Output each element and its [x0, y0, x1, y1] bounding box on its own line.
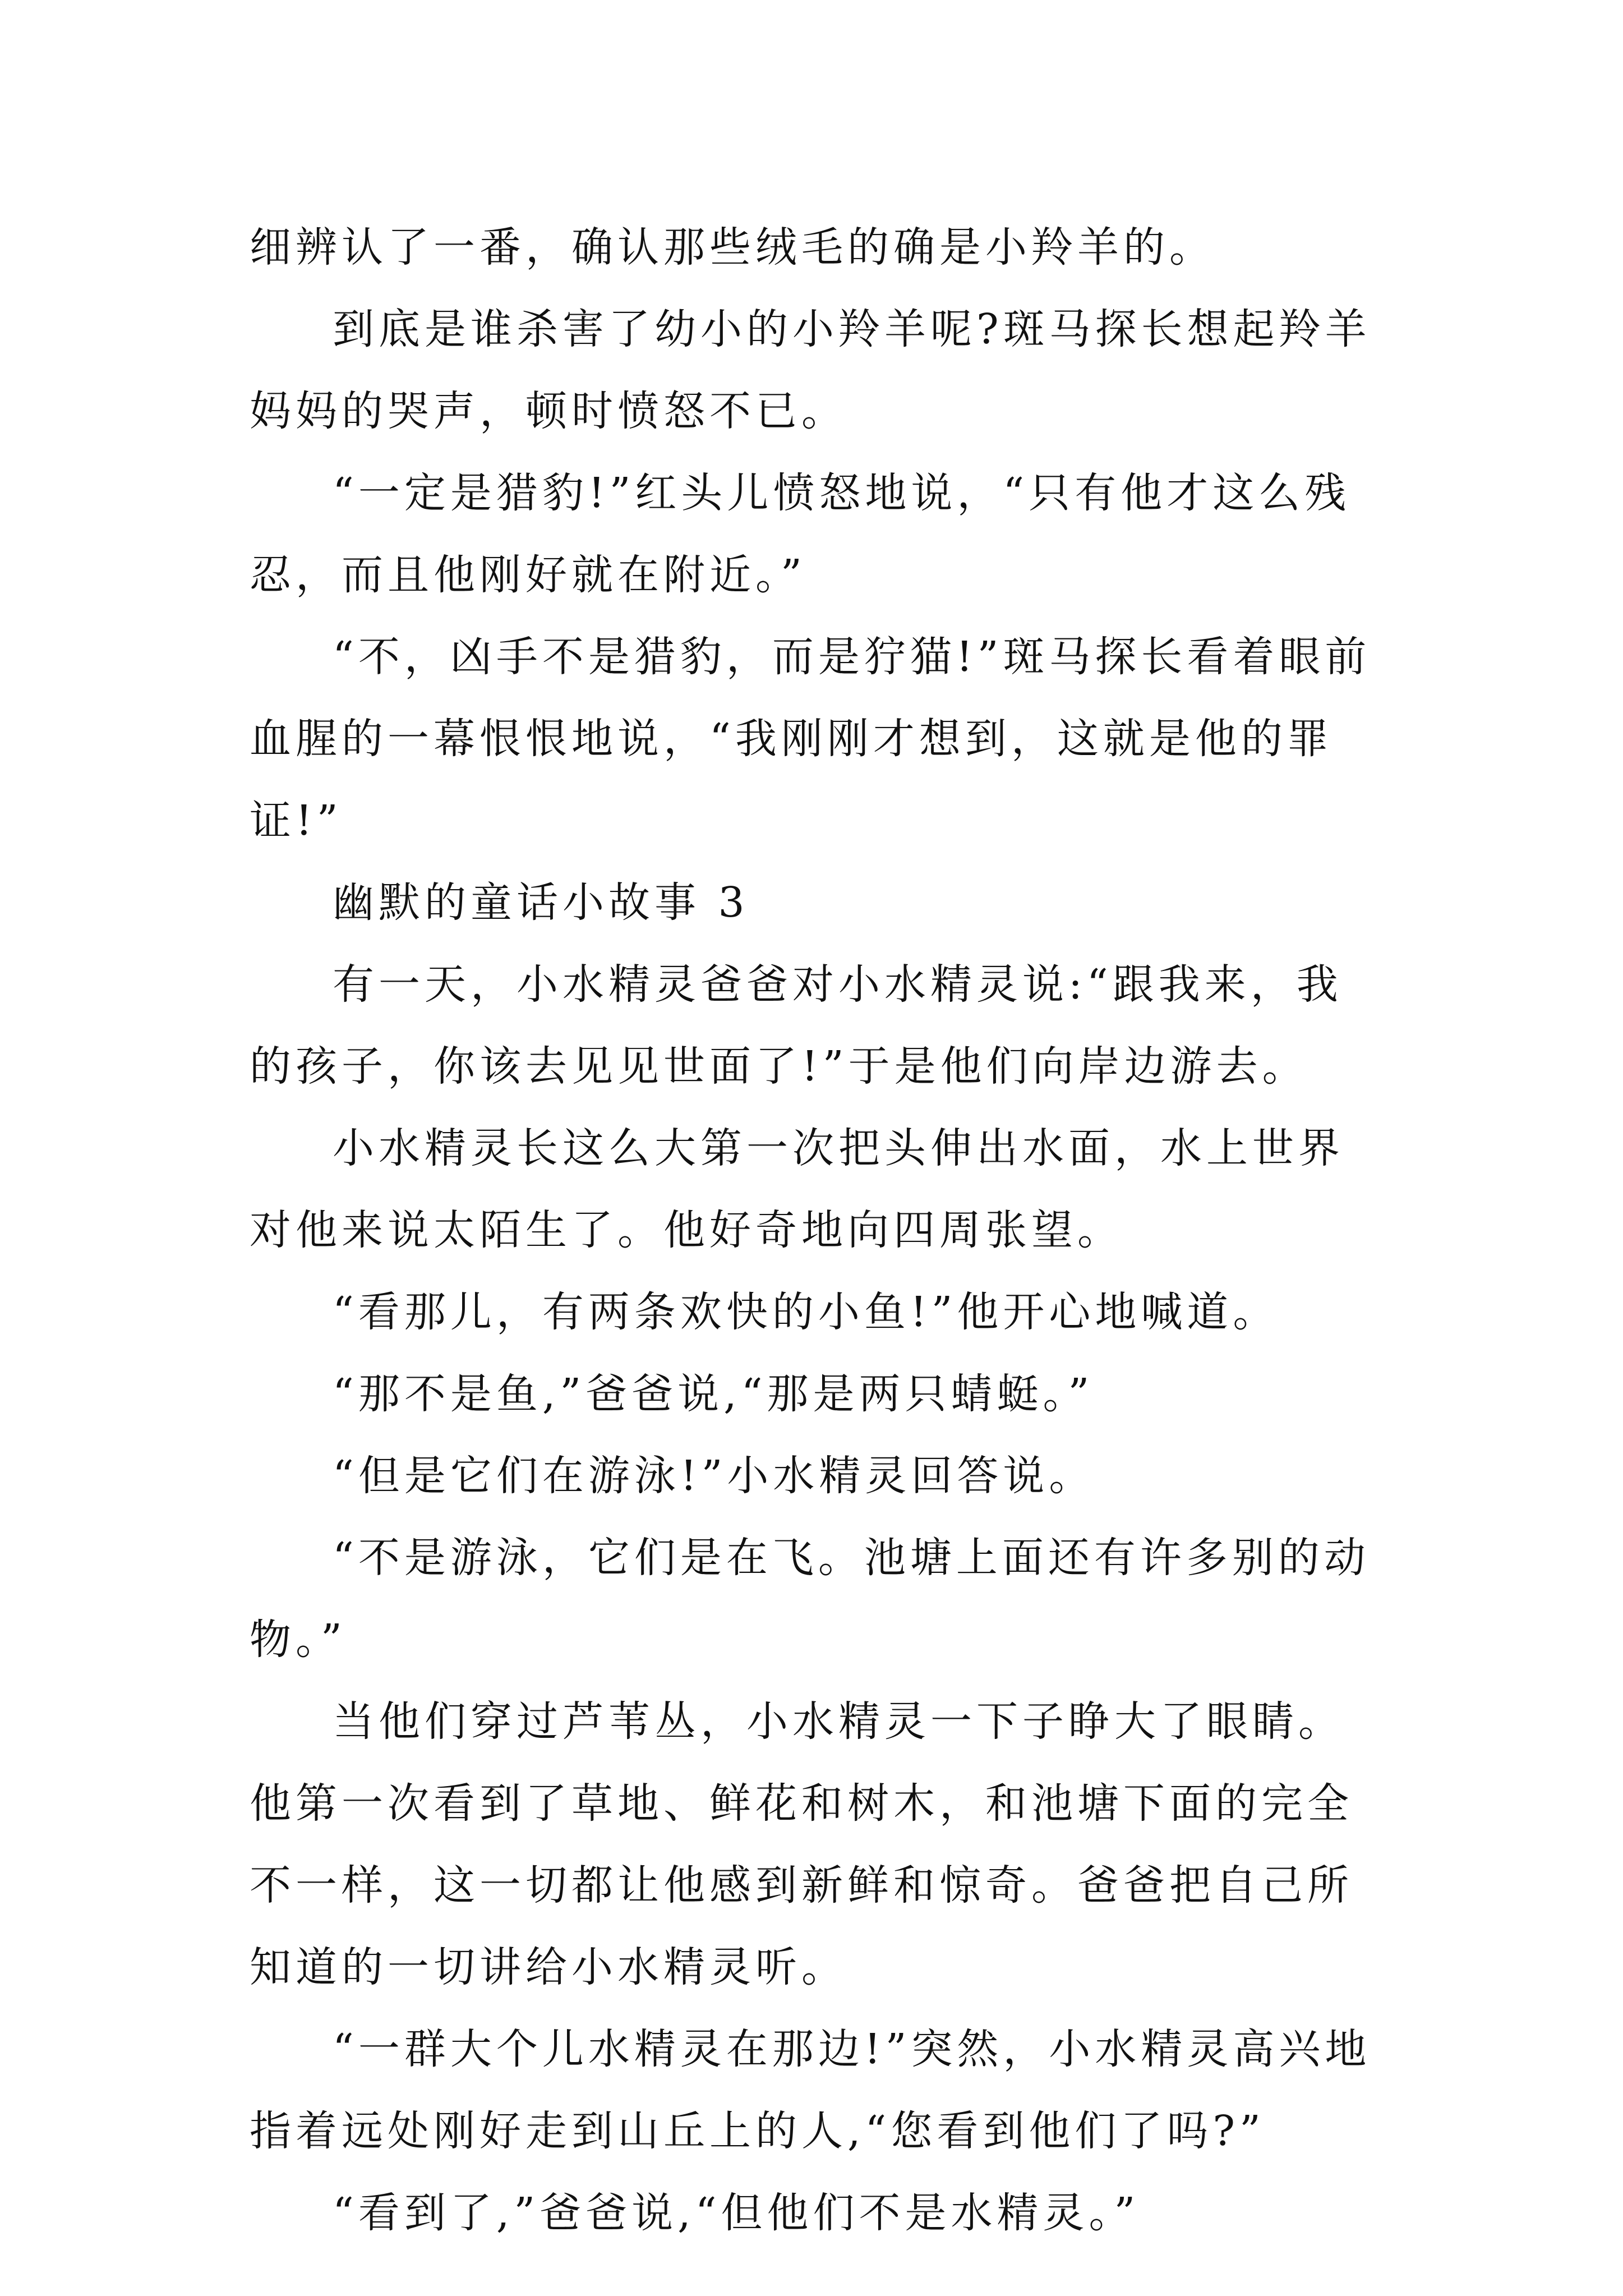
paragraph: “不，凶手不是猎豹，而是狞猫!”斑马探长看着眼前血腥的一幕恨恨地说，“我刚刚才想到，这就是他的罪证!” [250, 633, 1371, 845]
paragraph: “那不是鱼,”爸爸说,“那是两只蜻蜓。” [333, 1370, 1094, 1418]
paragraph: “不是游泳，它们是在飞。池塘上面还有许多别的动物。” [250, 1534, 1370, 1664]
paragraph: 到底是谁杀害了幼小的小羚羊呢?斑马探长想起羚羊妈妈的哭声，顿时愤怒不已。 [250, 305, 1371, 435]
paragraph: “看到了,”爸爸说,“但他们不是水精灵。” [333, 2189, 1140, 2237]
paragraph: 细辨认了一番，确认那些绒毛的确是小羚羊的。 [250, 223, 1215, 272]
paragraph: 有一天，小水精灵爸爸对小水精灵说:“跟我来，我的孩子，你该去见见世面了!”于是他们向岸边游去。 [250, 960, 1343, 1091]
paragraph: 当他们穿过芦苇丛，小水精灵一下子睁大了眼睛。他第一次看到了草地、鲜花和树木，和池塘下面的完全不一样，这一切都让他感到新鲜和惊奇。爸爸把自己所知道的一切讲给小水精灵听。 [250, 1697, 1353, 1991]
document-body [250, 206, 1388, 2254]
paragraph: “一定是猎豹!”红头儿愤怒地说，“只有他才这么残忍，而且他刚好就在附近。” [250, 469, 1351, 599]
paragraph: “一群大个儿水精灵在那边!”突然，小水精灵高兴地指着远处刚好走到山丘上的人,“您看到他们了吗?” [250, 2025, 1371, 2155]
paragraph: “但是它们在游泳!”小水精灵回答说。 [333, 1452, 1095, 1500]
section-heading: 幽默的童话小故事 3 [333, 878, 749, 927]
paragraph: 小水精灵长这么大第一次把头伸出水面，水上世界对他来说太陌生了。他好奇地向四周张望。 [250, 1124, 1344, 1254]
paragraph: “看那儿，有两条欢快的小鱼!”他开心地喊道。 [333, 1288, 1279, 1336]
